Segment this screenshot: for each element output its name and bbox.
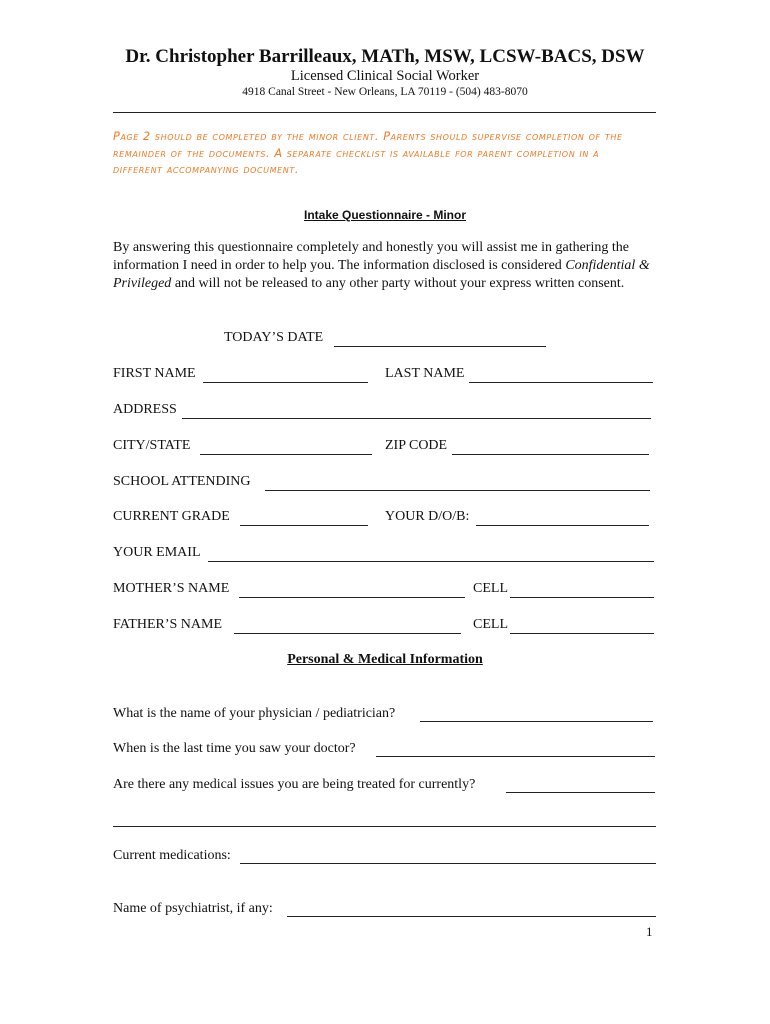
intro-emphasis: Confidential & Privileged xyxy=(113,258,650,291)
city-state-label: CITY/STATE xyxy=(113,438,191,453)
grade-label: CURRENT GRADE xyxy=(113,509,230,524)
first-name-label: FIRST NAME xyxy=(113,366,196,381)
father-name-field[interactable] xyxy=(234,633,461,634)
doc-subtitle: Licensed Clinical Social Worker xyxy=(290,68,480,84)
dob-label: YOUR D/O/B: xyxy=(385,509,470,524)
intro-text-2: and will not be released to any other party without your express written consent. xyxy=(171,276,625,291)
first-name-field[interactable] xyxy=(203,382,368,383)
last-name-field[interactable] xyxy=(469,382,653,383)
todays-date-label: TODAY’S DATE xyxy=(224,330,324,345)
email-label: YOUR EMAIL xyxy=(113,545,201,560)
address-field[interactable] xyxy=(182,418,651,419)
address-label: ADDRESS xyxy=(113,402,177,417)
father-name-label: FATHER’S NAME xyxy=(113,617,223,632)
email-field[interactable] xyxy=(208,561,654,562)
grade-field[interactable] xyxy=(240,525,368,526)
school-label: SCHOOL ATTENDING xyxy=(113,474,251,489)
zip-code-field[interactable] xyxy=(452,454,649,455)
last-doctor-label: When is the last time you saw your doctor? xyxy=(113,741,356,756)
last-name-label: LAST NAME xyxy=(385,366,465,381)
page-number: 1 xyxy=(646,924,653,939)
personal-section-title: Personal & Medical Information xyxy=(287,652,483,667)
mother-name-label: MOTHER’S NAME xyxy=(113,581,230,596)
mother-name-field[interactable] xyxy=(239,597,465,598)
city-state-field[interactable] xyxy=(200,454,372,455)
physician-field[interactable] xyxy=(420,721,653,722)
mother-cell-label: CELL xyxy=(473,581,508,596)
medical-issues-field-extra[interactable] xyxy=(113,826,656,827)
intro-paragraph xyxy=(113,239,658,293)
father-cell-label: CELL xyxy=(473,617,508,632)
intro-text-1: By answering this questionnaire completely and honestly you will assist me in gathering the information I need in order to help you. The information disclosed is considered xyxy=(113,240,629,273)
medications-field[interactable] xyxy=(240,863,656,864)
doc-title: Dr. Christopher Barrilleaux, MATh, MSW, LCSW-BACS, DSW xyxy=(125,46,645,67)
father-cell-field[interactable] xyxy=(510,633,654,634)
physician-label: What is the name of your physician / pediatrician? xyxy=(113,706,396,721)
practice-address: 4918 Canal Street - New Orleans, LA 70119 - (504) 483-8070 xyxy=(242,86,528,98)
psychiatrist-field[interactable] xyxy=(287,916,656,917)
last-doctor-field[interactable] xyxy=(376,756,655,757)
psychiatrist-label: Name of psychiatrist, if any: xyxy=(113,901,273,916)
medical-issues-field[interactable] xyxy=(506,792,655,793)
dob-field[interactable] xyxy=(476,525,649,526)
header-divider xyxy=(113,112,656,113)
zip-code-label: ZIP CODE xyxy=(385,438,448,453)
school-field[interactable] xyxy=(265,490,650,491)
mother-cell-field[interactable] xyxy=(510,597,654,598)
medical-issues-label: Are there any medical issues you are being treated for currently? xyxy=(113,777,476,792)
todays-date-field[interactable] xyxy=(334,346,546,347)
instruction-notice: Page 2 should be completed by the minor client. Parents should supervise completion of the remainder of the documents. A separate checklist is available for parent completion in a different accompanying document. xyxy=(113,130,623,177)
form-title: Intake Questionnaire - Minor xyxy=(303,208,467,222)
medications-label: Current medications: xyxy=(113,848,231,863)
